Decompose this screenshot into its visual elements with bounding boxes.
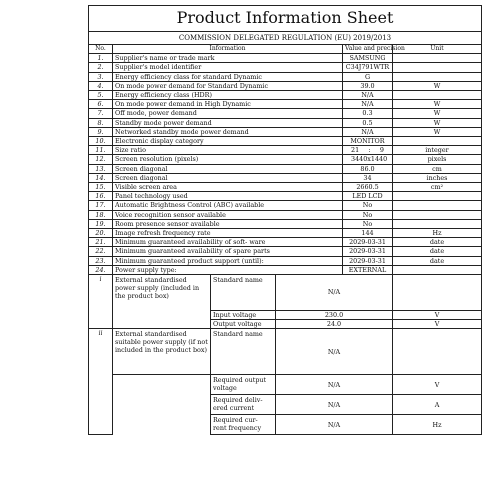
row-value: No	[343, 210, 393, 219]
row-number: i	[89, 275, 113, 329]
row-unit: cm	[393, 164, 482, 173]
row-unit: inches	[393, 173, 482, 182]
psu-ii-frequency-unit: Hz	[393, 415, 482, 435]
row-number: ii	[89, 329, 113, 435]
row-unit: date	[393, 256, 482, 265]
psu-i-input-value: 230.0	[276, 311, 393, 320]
table-row	[89, 109, 482, 118]
psu-ii-current-unit: A	[393, 395, 482, 415]
row-number: 23.	[89, 256, 113, 265]
product-information-sheet	[88, 5, 481, 496]
resolution-separator: x	[367, 155, 371, 164]
table-row	[89, 192, 482, 201]
row-information: Minimum guaranteed availability of soft- ware	[113, 238, 343, 247]
table-row	[89, 81, 482, 90]
row-information: Screen diagonal	[113, 164, 343, 173]
row-number: 2.	[89, 63, 113, 72]
row-information: Minimum guaranteed product support (until):	[113, 256, 343, 265]
psu-ii-frequency-value: N/A	[276, 415, 393, 435]
table-row	[89, 91, 482, 100]
header-unit: Unit	[393, 45, 482, 54]
row-value: 2029-03-31	[343, 256, 393, 265]
table-row	[89, 72, 482, 81]
row-number: 20.	[89, 229, 113, 238]
row-number: 22.	[89, 247, 113, 256]
row-number: 7.	[89, 109, 113, 118]
psu-i-output-unit: V	[393, 320, 482, 329]
table-row	[89, 54, 482, 63]
psu-i-standard-value: N/A	[276, 275, 393, 311]
row-number: 11.	[89, 146, 113, 155]
row-information: Electronic display category	[113, 137, 343, 146]
table-row	[89, 265, 482, 274]
table-row	[89, 256, 482, 265]
row-number: 13.	[89, 164, 113, 173]
row-value: 86.0	[343, 164, 393, 173]
psu-ii-description: External standardised suitable power supply (if not included in the product box)	[113, 329, 211, 375]
row-information: On mode power demand in High Dynamic	[113, 100, 343, 109]
table-row	[89, 155, 482, 164]
row-information: Energy efficiency class (HDR)	[113, 91, 343, 100]
row-value: No	[343, 219, 393, 228]
row-information: Networked standby mode power demand	[113, 127, 343, 136]
row-information: Off mode, power demand	[113, 109, 343, 118]
resolution-width: 3440	[351, 155, 368, 164]
psu-ii-row	[89, 329, 482, 375]
row-value: SAMSUNG	[343, 54, 393, 63]
table-row	[89, 219, 482, 228]
row-information: Size ratio	[113, 146, 343, 155]
psu-ii-output-unit: V	[393, 375, 482, 395]
psu-i-input-unit: V	[393, 311, 482, 320]
table-row	[89, 164, 482, 173]
row-number: 1.	[89, 54, 113, 63]
row-number: 14.	[89, 173, 113, 182]
psu-ii-blank	[113, 375, 211, 435]
row-value: 0.3	[343, 109, 393, 118]
row-value: 2029-03-31	[343, 247, 393, 256]
row-unit: date	[393, 238, 482, 247]
info-table	[88, 5, 482, 435]
row-number: 18.	[89, 210, 113, 219]
psu-i-input-label: Input voltage	[211, 311, 276, 320]
regulation-text: COMMISSION DELEGATED REGULATION (EU) 2019/2013	[89, 32, 482, 45]
row-information: Standby mode power demand	[113, 118, 343, 127]
psu-i-output-value: 24.0	[276, 320, 393, 329]
row-unit	[393, 210, 482, 219]
row-number: 3.	[89, 72, 113, 81]
psu-ii-frequency-label: Required cur- rent frequency	[211, 415, 276, 435]
row-unit	[393, 201, 482, 210]
table-row	[89, 63, 482, 72]
row-value: N/A	[343, 127, 393, 136]
row-value: EXTERNAL	[343, 265, 393, 274]
row-value: C34J791WTR	[343, 63, 393, 72]
header-information: Information	[113, 45, 343, 54]
row-unit: cm²	[393, 183, 482, 192]
row-information: On mode power demand for Standard Dynamic	[113, 81, 343, 90]
row-value: LED LCD	[343, 192, 393, 201]
row-unit	[393, 265, 482, 274]
row-unit	[393, 91, 482, 100]
row-information: Automatic Brightness Control (ABC) available	[113, 201, 343, 210]
row-unit: pixels	[393, 155, 482, 164]
row-information: Image refresh frequency rate	[113, 229, 343, 238]
row-number: 15.	[89, 183, 113, 192]
row-unit: W	[393, 118, 482, 127]
row-information: Energy efficiency class for standard Dynamic	[113, 72, 343, 81]
psu-ii-current-value: N/A	[276, 395, 393, 415]
psu-ii-output-label: Required output voltage	[211, 375, 276, 395]
row-number: 17.	[89, 201, 113, 210]
row-information: Supplier's model identifier	[113, 63, 343, 72]
resolution-height: 1440	[370, 155, 388, 164]
table-row	[89, 201, 482, 210]
row-information: Voice recognition sensor available	[113, 210, 343, 219]
table-row	[89, 247, 482, 256]
psu-i-standard-label: Standard name	[211, 275, 276, 311]
psu-i-standard-unit	[393, 275, 482, 311]
table-row	[89, 118, 482, 127]
row-information: Power supply type:	[113, 265, 343, 274]
row-number: 12.	[89, 155, 113, 164]
row-unit	[393, 219, 482, 228]
row-value	[343, 155, 393, 164]
ratio-height: 9	[379, 146, 384, 155]
table-row	[89, 127, 482, 136]
row-unit: date	[393, 247, 482, 256]
row-unit: W	[393, 127, 482, 136]
psu-ii-standard-label: Standard name	[211, 329, 276, 375]
row-number: 16.	[89, 192, 113, 201]
row-number: 8.	[89, 118, 113, 127]
row-unit	[393, 192, 482, 201]
row-value: N/A	[343, 91, 393, 100]
row-information: Screen resolution (pixels)	[113, 155, 343, 164]
row-value	[343, 146, 393, 155]
table-row	[89, 146, 482, 155]
row-value: 0.5	[343, 118, 393, 127]
row-information: Visible screen area	[113, 183, 343, 192]
row-value: G	[343, 72, 393, 81]
row-number: 24.	[89, 265, 113, 274]
row-number: 9.	[89, 127, 113, 136]
row-information: Supplier's name or trade mark	[113, 54, 343, 63]
table-row	[89, 173, 482, 182]
psu-ii-row	[89, 375, 482, 395]
row-value: 2029-03-31	[343, 238, 393, 247]
table-row	[89, 137, 482, 146]
header-row	[89, 45, 482, 54]
row-unit: W	[393, 109, 482, 118]
row-value: 144	[343, 229, 393, 238]
psu-ii-output-value: N/A	[276, 375, 393, 395]
psu-i-row	[89, 275, 482, 311]
table-row	[89, 229, 482, 238]
table-row	[89, 238, 482, 247]
sheet-title: Product Information Sheet	[89, 6, 482, 32]
psu-ii-standard-value: N/A	[276, 329, 393, 375]
title-row	[89, 6, 482, 32]
header-no: No.	[89, 45, 113, 54]
row-number: 19.	[89, 219, 113, 228]
row-information: Room presence sensor available	[113, 219, 343, 228]
psu-ii-standard-unit	[393, 329, 482, 375]
regulation-row	[89, 32, 482, 45]
row-number: 4.	[89, 81, 113, 90]
row-information: Panel technology used	[113, 192, 343, 201]
row-value: 2660.5	[343, 183, 393, 192]
row-number: 5.	[89, 91, 113, 100]
row-value: 34	[343, 173, 393, 182]
row-unit	[393, 54, 482, 63]
table-row	[89, 100, 482, 109]
row-unit: W	[393, 81, 482, 90]
row-value: MONITOR	[343, 137, 393, 146]
ratio-width: 21	[351, 146, 360, 155]
row-number: 10.	[89, 137, 113, 146]
row-unit	[393, 72, 482, 81]
psu-i-output-label: Output voltage	[211, 320, 276, 329]
row-value: No	[343, 201, 393, 210]
header-value: Value and precision	[343, 45, 393, 54]
row-value: N/A	[343, 100, 393, 109]
row-number: 6.	[89, 100, 113, 109]
row-information: Screen diagonal	[113, 173, 343, 182]
row-number: 21.	[89, 238, 113, 247]
psu-ii-current-label: Required deliv- ered current	[211, 395, 276, 415]
row-unit: integer	[393, 146, 482, 155]
psu-i-description: External standardised power supply (included in the product box)	[113, 275, 211, 329]
row-unit	[393, 137, 482, 146]
row-information: Minimum guaranteed availability of spare parts	[113, 247, 343, 256]
row-unit: Hz	[393, 229, 482, 238]
table-row	[89, 210, 482, 219]
row-value: 39.0	[343, 81, 393, 90]
ratio-separator: :	[368, 146, 371, 155]
table-row	[89, 183, 482, 192]
row-unit: W	[393, 100, 482, 109]
row-unit	[393, 63, 482, 72]
